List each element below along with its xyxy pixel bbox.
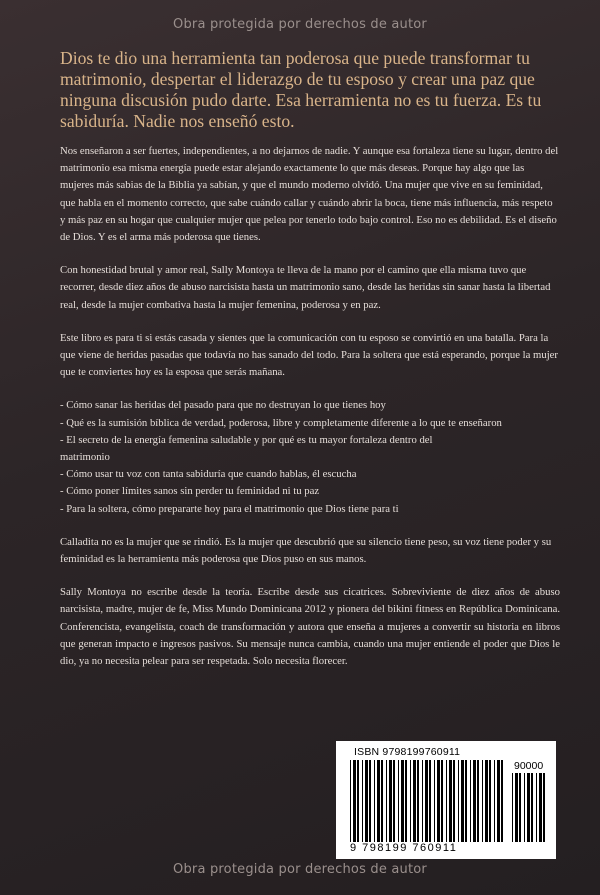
paragraph-author-journey: Con honestidad brutal y amor real, Sally Montoya te lleva de la mano por el camino que ella misma tuvo que recorrer, desde diez años de abuso narcisista hasta un matrimonio sano, desde las heridas sin sanar hasta la libertad real, desde la mujer combativa hasta la mujer femenina, poderosa y en paz. — [60, 264, 551, 311]
copyright-watermark-top: Obra protegida por derechos de autor — [173, 17, 427, 32]
list-item: - Cómo usar tu voz con tanta sabiduría que cuando hablas, él escucha — [60, 468, 357, 481]
benefits-list — [60, 397, 560, 517]
list-item: - Qué es la sumisión bíblica de verdad, poderosa, libre y completamente diferente a lo que te enseñaron — [60, 416, 502, 429]
author-bio: Sally Montoya no escribe desde la teoría. Escribe desde sus cicatrices. Sobreviviente de diez años de abuso narcisista, madre, mujer de fe, Miss Mundo Dominicana 2012 y pionera del bikini fitness en República Dominicana. Conferencista, evangelista, coach de transformación y autora que enseña a mujeres a convertir su historia en libros que generan impacto e ingresos pasivos. Su mensaje nunca cambia, cuando una mujer entiende el poder que Dios le dio, ya no necesita pelear para ser respetada. Solo necesita florecer. — [60, 586, 560, 668]
paragraph-audience: Este libro es para ti si estás casada y sientes que la comunicación con tu esposo se convirtió en una batalla. Para la que viene de heridas pasadas que todavía no has sanado del todo. Para la soltera que está esperando, porque la mujer que te conviertes hoy es la esposa que serás mañana. — [60, 331, 558, 379]
barcode-digits: 9 798199 760911 — [350, 842, 458, 854]
list-item: matrimonio — [60, 451, 110, 464]
paragraph-intro: Nos enseñaron a ser fuertes, independientes, a no dejarnos de nadie. Y aunque esa fortaleza tiene su lugar, dentro del matrimonio esa misma energía puede estar alejando exactamente lo que más deseas. Porque hay algo que las mujeres más sabias de la Biblia ya sabían, y que el mundo moderno olvidó. Una mujer que vive en su feminidad, que habla en el momento correcto, que sabe cuándo callar y cuándo abrir la boca, tiene más influencia, más respeto y más paz en su hogar que cualquier mujer que pelea por tenerlo todo bajo control. Eso no es debilidad. Es el diseño de Dios. Y es el arma más poderosa que tienes. — [60, 145, 559, 244]
copyright-watermark-bottom: Obra protegida por derechos de autor — [173, 862, 427, 877]
addon-barcode-bars — [512, 773, 546, 842]
lead-paragraph: Dios te dio una herramienta tan poderosa que puede transformar tu matrimonio, despertar el liderazgo de tu esposo y crear una paz que ninguna discusión pudo darte. Esa herramienta no es tu fuerza. Es tu sabiduría. Nadie nos enseñó esto. — [60, 48, 542, 131]
isbn-label: ISBN 9798199760911 — [354, 746, 461, 758]
list-item: - Cómo poner límites sanos sin perder tu feminidad ni tu paz — [60, 485, 320, 498]
paragraph-closing: Calladita no es la mujer que se rindió. Es la mujer que descubrió que su silencio tiene peso, su voz tiene poder y su feminidad es la herramienta más poderosa que Dios puso en sus manos. — [60, 535, 552, 566]
isbn-barcode — [336, 741, 556, 859]
price-code: 90000 — [514, 760, 544, 772]
list-item: - El secreto de la energía femenina saludable y por qué es tu mayor fortaleza dentro del — [60, 433, 433, 446]
barcode-bars — [350, 760, 506, 842]
back-cover-body — [60, 143, 560, 686]
list-item: - Cómo sanar las heridas del pasado para que no destruyan lo que tienes hoy — [60, 399, 386, 412]
list-item: - Para la soltera, cómo prepararte hoy para el matrimonio que Dios tiene para ti — [60, 502, 399, 515]
